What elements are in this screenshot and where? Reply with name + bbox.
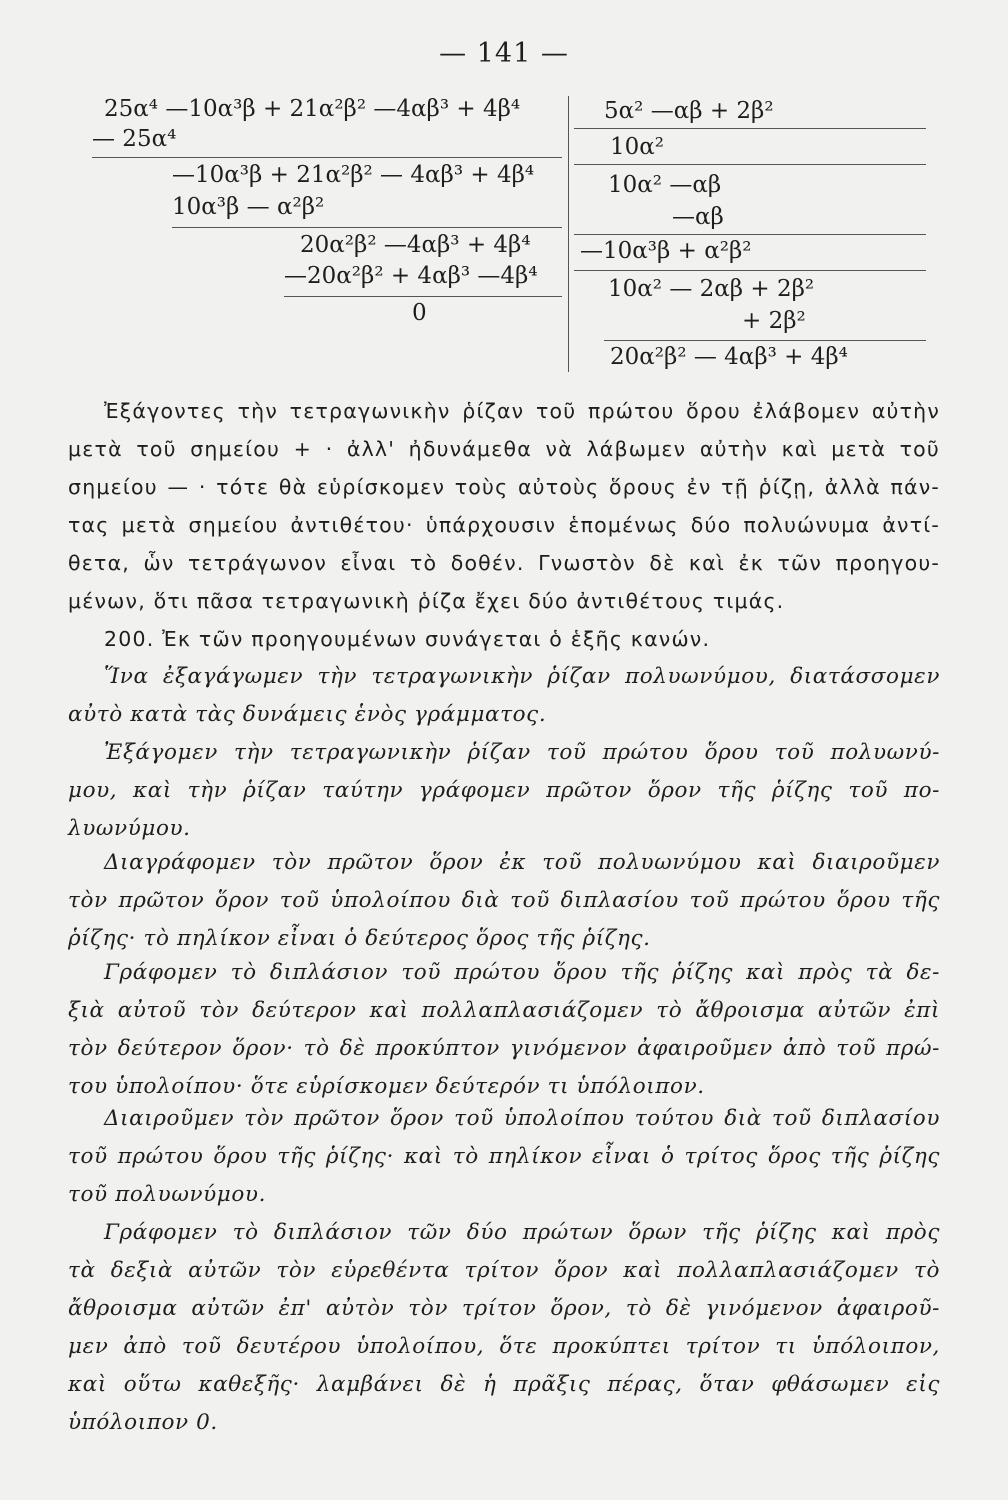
text-line: τὸν πρῶτον ὅρον τοῦ ὑπολοίπου διὰ τοῦ διπλασίου τοῦ πρώτου ὅρου τῆς xyxy=(68,888,940,913)
rule-right-1 xyxy=(574,128,926,129)
text-line: ῥίζης· τὸ πηλίκον εἶναι ὁ δεύτερος ὅρος τῆς ῥίζης. xyxy=(68,926,651,951)
rule-right-5 xyxy=(604,340,926,341)
paragraph-explanation xyxy=(68,392,940,620)
section-200-heading xyxy=(68,620,940,658)
text-line: καὶ οὕτω καθεξῆς· λαμβάνει δὲ ἡ πρᾶξις πέρας, ὅταν φθάσωμεν εἰς xyxy=(68,1372,940,1397)
rule-paragraph-2 xyxy=(68,734,940,848)
rule-right-2 xyxy=(574,164,926,165)
text-line: μεν ἀπὸ τοῦ δευτέρου ὑπολοίπου, ὅτε προκύπτει τρίτον τι ὑπόλοιπον, xyxy=(68,1334,940,1359)
dividend-polynomial: 25α⁴ —10α³β + 21α²β² —4αβ³ + 4β⁴ xyxy=(104,96,521,122)
double-first-term: 10α² xyxy=(610,134,665,160)
rule-right-3 xyxy=(574,234,926,235)
rule-left-2 xyxy=(172,227,562,228)
divisor-2: 10α² —αβ xyxy=(608,172,722,198)
text-line: αὐτὸ κατὰ τὰς δυνάμεις ἑνὸς γράμματος. xyxy=(68,702,547,727)
text-line: μένων, ὅτι πᾶσα τετραγωνικὴ ῥίζα ἔχει δύο ἀντιθέτους τιμάς. xyxy=(68,589,785,613)
product-3: 20α²β² — 4αβ³ + 4β⁴ xyxy=(610,344,848,370)
subtrahend-3: —20α²β² + 4αβ³ —4β⁴ xyxy=(284,263,538,289)
text-line: τὰ δεξιὰ αὐτῶν τὸν εὑρεθέντα τρίτον ὅρον καὶ πολλαπλασιάζομεν τὸ xyxy=(68,1258,940,1283)
remainder-2: 20α²β² —4αβ³ + 4β⁴ xyxy=(300,232,531,258)
rule-left-3 xyxy=(284,296,562,297)
root-polynomial: 5α² —αβ + 2β² xyxy=(604,98,774,124)
text-line: ὑπόλοιπον 0. xyxy=(68,1410,218,1435)
rule-paragraph-3 xyxy=(68,844,940,958)
text-line: ἄθροισμα αὐτῶν ἐπ' αὐτὸν τὸν τρίτον ὅρον, τὸ δὲ γινόμενον ἀφαιροῦ- xyxy=(68,1296,940,1321)
page-number: — 141 — xyxy=(439,38,569,69)
multiplier-2: —αβ xyxy=(672,204,724,230)
text-line: Διαγράφομεν τὸν πρῶτον ὅρον ἐκ τοῦ πολυωνύμου καὶ διαιροῦμεν xyxy=(104,850,940,875)
rule-left-1 xyxy=(92,157,562,158)
text-line: θετα, ὧν τετράγωνον εἶναι τὸ δοθέν. Γνωστὸν δὲ καὶ ἐκ τῶν προηγου- xyxy=(68,551,940,575)
text-line: Γράφομεν τὸ διπλάσιον τῶν δύο πρώτων ὅρων τῆς ῥίζης καὶ πρὸς xyxy=(104,1220,940,1245)
rule-paragraph-5 xyxy=(68,1100,940,1214)
rule-paragraph-6 xyxy=(68,1214,940,1442)
text-line: Διαιροῦμεν τὸν πρῶτον ὅρον τοῦ ὑπολοίπου τούτου διὰ τοῦ διπλασίου xyxy=(104,1106,940,1131)
multiplier-3: + 2β² xyxy=(742,308,806,334)
remainder-3: 0 xyxy=(412,300,427,326)
divisor-3: 10α² — 2αβ + 2β² xyxy=(608,276,815,302)
text-line: μετὰ τοῦ σημείου + · ἀλλ' ἠδυνάμεθα νὰ λάβωμεν αὐτὴν καὶ μετὰ τοῦ xyxy=(68,437,940,461)
rule-right-4 xyxy=(574,270,926,271)
rule-paragraph-4 xyxy=(68,954,940,1106)
remainder-1: —10α³β + 21α²β² — 4αβ³ + 4β⁴ xyxy=(172,162,535,188)
text-line: 200. Ἐκ τῶν προηγουμένων συνάγεται ὁ ἑξῆς κανών. xyxy=(104,627,711,651)
text-line: του ὑπολοίπου· ὅτε εὑρίσκομεν δεύτερόν τι ὑπόλοιπον. xyxy=(68,1074,705,1099)
text-line: μου, καὶ τὴν ῥίζαν ταύτην γράφομεν πρῶτον ὅρον τῆς ῥίζης τοῦ πο- xyxy=(68,778,940,803)
text-line: τας μετὰ σημείου ἀντιθέτου· ὑπάρχουσιν ἑπομένως δύο πολυώνυμα ἀντί- xyxy=(68,513,940,537)
text-line: Ἵνα ἐξαγάγωμεν τὴν τετραγωνικὴν ῥίζαν πολυωνύμου, διατάσσομεν xyxy=(104,664,940,689)
division-vertical-rule xyxy=(568,96,569,372)
text-line: τὸν δεύτερον ὅρον· τὸ δὲ προκύπτον γινόμενον ἀφαιροῦμεν ἀπὸ τοῦ πρώ- xyxy=(68,1036,940,1061)
text-line: Ἐξάγοντες τὴν τετραγωνικὴν ῥίζαν τοῦ πρώτου ὅρου ἐλάβομεν αὐτὴν xyxy=(104,399,940,423)
text-line: Ἐξάγομεν τὴν τετραγωνικὴν ῥίζαν τοῦ πρώτου ὅρου τοῦ πολυωνύ- xyxy=(104,740,940,765)
subtrahend-1: — 25α⁴ xyxy=(92,126,177,152)
text-line: τοῦ πολυωνύμου. xyxy=(68,1182,267,1207)
subtrahend-2: 10α³β — α²β² xyxy=(172,194,325,220)
text-line: ξιὰ αὐτοῦ τὸν δεύτερον καὶ πολλαπλασιάζομεν τὸ ἄθροισμα αὐτῶν ἐπὶ xyxy=(68,998,940,1023)
text-line: Γράφομεν τὸ διπλάσιον τοῦ πρώτου ὅρου τῆς ῥίζης καὶ πρὸς τὰ δε- xyxy=(104,960,940,985)
text-line: λυωνύμου. xyxy=(68,816,191,841)
product-2: —10α³β + α²β² xyxy=(580,238,752,264)
text-line: τοῦ πρώτου ὅρου τῆς ῥίζης· καὶ τὸ πηλίκον εἶναι ὁ τρίτος ὅρος τῆς ῥίζης xyxy=(68,1144,940,1169)
text-line: σημείου — · τότε θὰ εὑρίσκομεν τοὺς αὐτοὺς ὅρους ἐν τῇ ῥίζῃ, ἀλλὰ πάν- xyxy=(68,475,940,499)
rule-paragraph-1 xyxy=(68,658,940,734)
